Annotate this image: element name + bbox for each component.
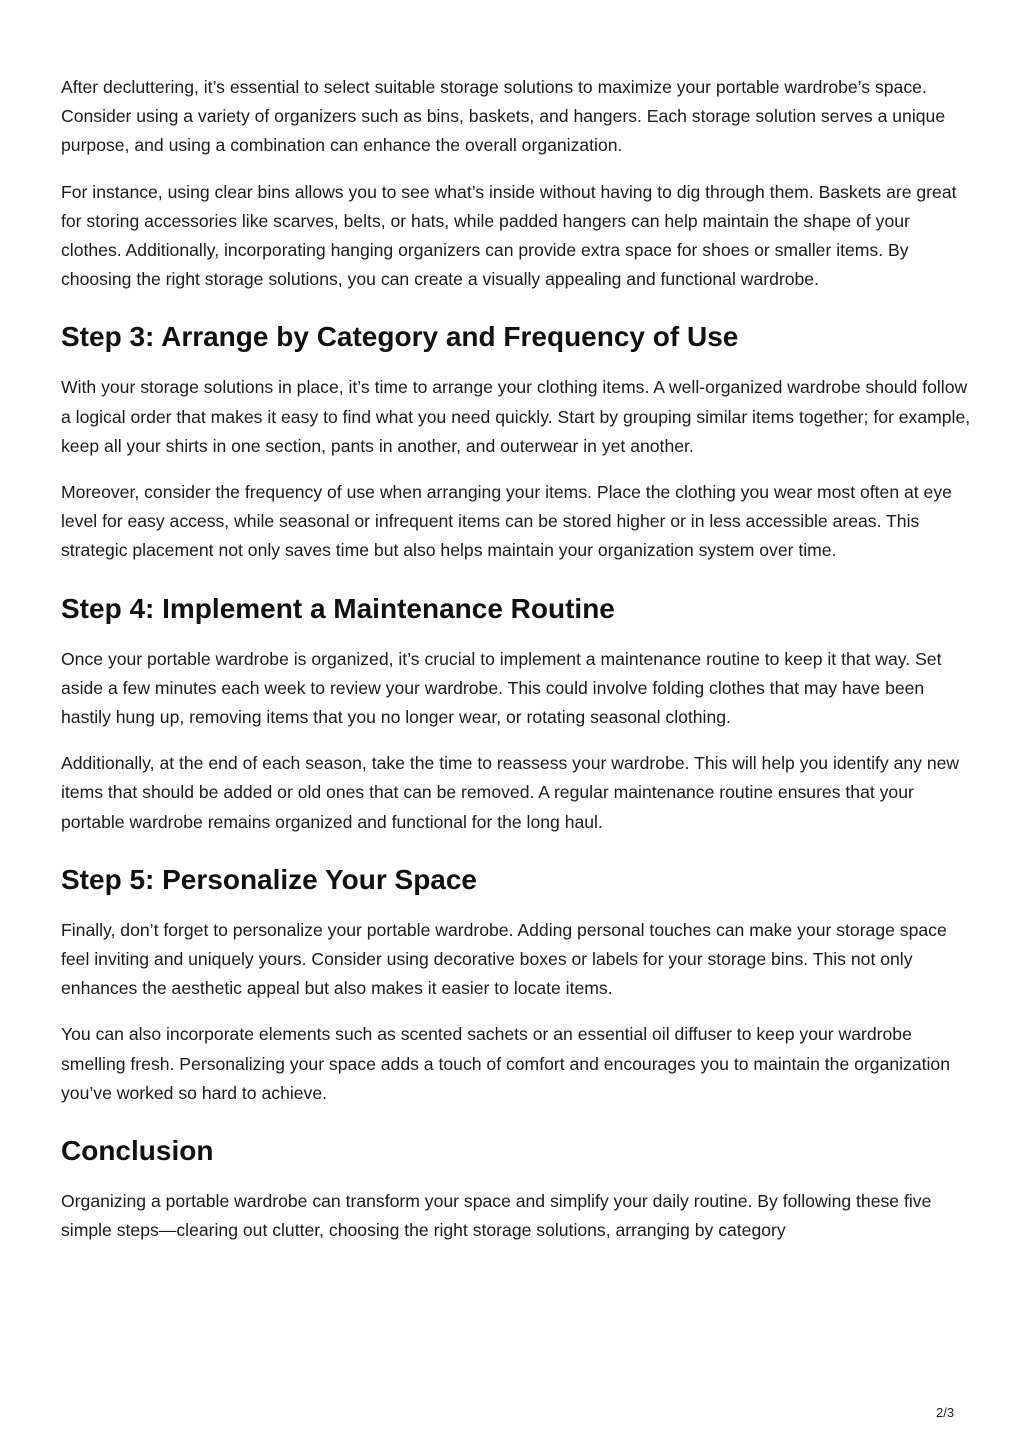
step-5-paragraph-2: You can also incorporate elements such as scented sachets or an essential oil diffuser to keep your wardrobe smelling fresh. Personalizing your space adds a touch of comfort and encourages you to maintain the organization you’ve worked so hard to achieve. [61,1024,950,1103]
step-4-paragraph-1: Once your portable wardrobe is organized, it’s crucial to implement a maintenance routine to keep it that way. Set aside a few minutes each week to review your wardrobe. This could involve folding clothes that may have been hastily hung up, removing items that you no longer wear, or rotating seasonal clothing. [61,648,942,728]
document-page [61,73,971,1262]
conclusion-heading: Conclusion [61,1135,214,1167]
step-3-paragraph-1: With your storage solutions in place, it’s time to arrange your clothing items. A well-organized wardrobe should follow a logical order that makes it easy to find what you need quickly. Start by grouping similar items together; for example, keep all your shirts in one section, pants in another, and outerwear in yet another. [61,377,971,456]
step-5-heading: Step 5: Personalize Your Space [61,863,478,895]
step-5-paragraph-1: Finally, don’t forget to personalize your portable wardrobe. Adding personal touches can make your storage space feel inviting and uniquely yours. Consider using decorative boxes or labels for your storage bins. This not only enhances the aesthetic appeal but also makes it easier to locate items. [61,919,947,999]
intro-paragraph-2: For instance, using clear bins allows you to see what’s inside without having to dig through them. Baskets are great for storing accessories like scarves, belts, or hats, while padded hangers can help maintain the shape of your clothes. Additionally, incorporating hanging organizers can provide extra space for shoes or smaller items. By choosing the right storage solutions, you can create a visually appealing and functional wardrobe. [61,181,957,290]
step-4-heading: Step 4: Implement a Maintenance Routine [61,592,615,624]
intro-paragraph-1: After decluttering, it’s essential to select suitable storage solutions to maximize your portable wardrobe’s space. Consider using a variety of organizers such as bins, baskets, and hangers. Each storage solution serves a unique purpose, and using a combination can enhance the overall organization. [61,77,946,156]
step-4-paragraph-2: Additionally, at the end of each season, take the time to reassess your wardrobe. This will help you identify any new items that should be added or old ones that can be removed. A regular maintenance routine ensures that your portable wardrobe remains organized and functional for the long haul. [61,753,960,832]
step-3-heading: Step 3: Arrange by Category and Frequency of Use [61,321,739,353]
step-3-paragraph-2: Moreover, consider the frequency of use when arranging your items. Place the clothing you wear most often at eye level for easy access, while seasonal or infrequent items can be stored higher or in less accessible areas. This strategic placement not only saves time but also helps maintain your organization system over time. [61,482,952,561]
conclusion-paragraph-1: Organizing a portable wardrobe can transform your space and simplify your daily routine. By following these five simple steps—clearing out clutter, choosing the right storage solutions, arranging by category [61,1191,932,1241]
page-number: 2/3 [936,1405,955,1420]
